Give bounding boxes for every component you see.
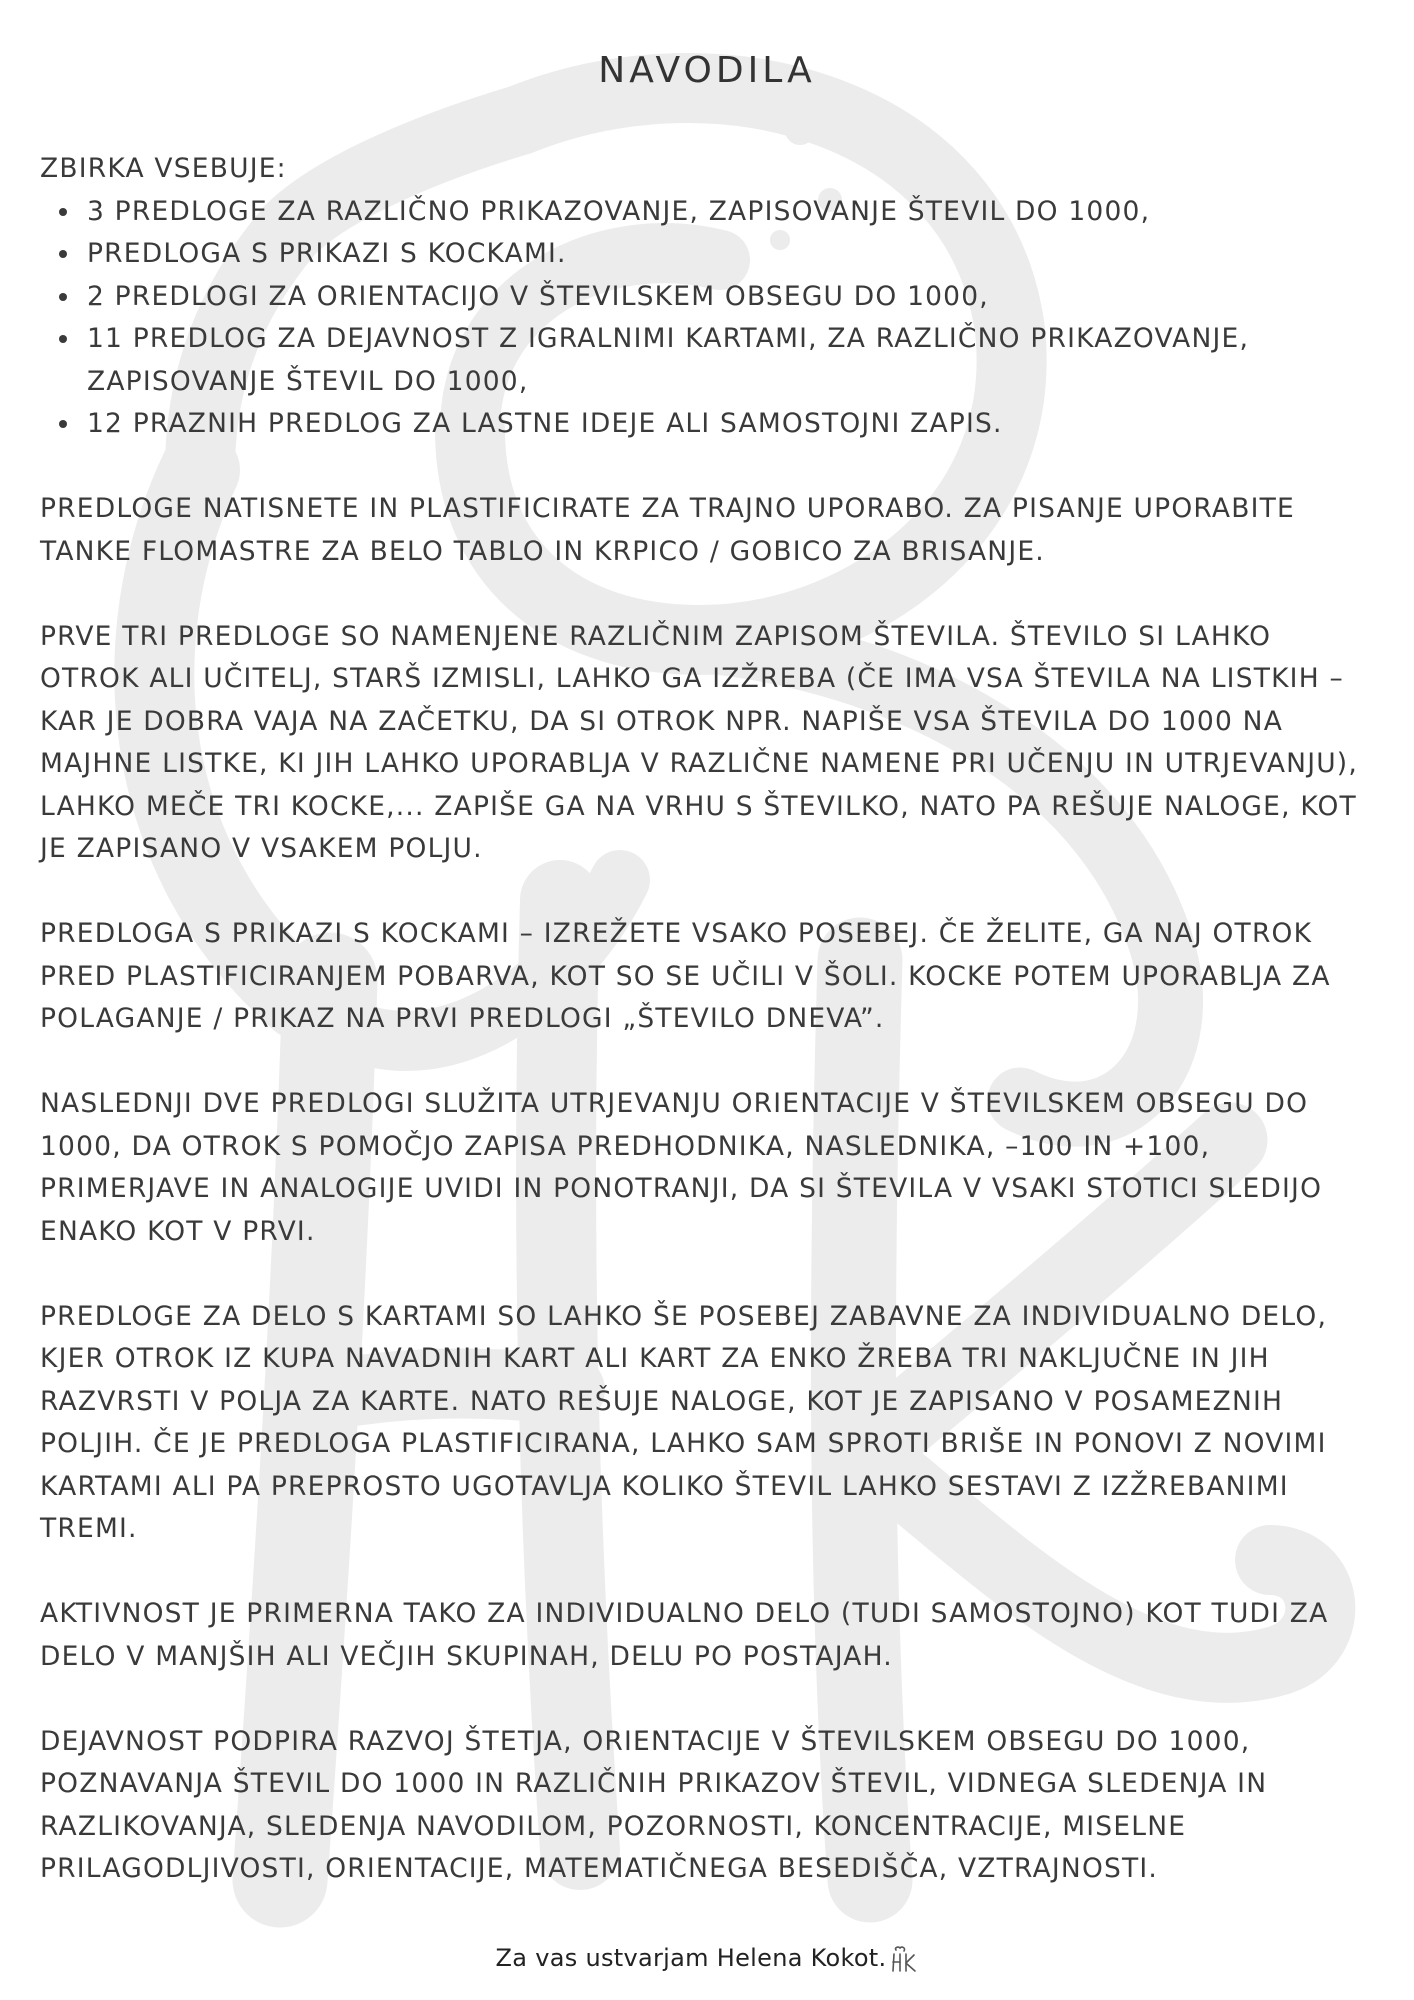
list-item <box>87 276 1380 319</box>
intro-text: ZBIRKA VSEBUJE: <box>40 153 287 184</box>
paragraph-printing: PREDLOGE NATISNETE IN PLASTIFICIRATE ZA TRAJNO UPORABO. ZA PISANJE UPORABITE TANKE FLOMASTRE ZA BELO TABLO IN KRPICO / GOBICO ZA BRISANJE. <box>40 493 1295 567</box>
contents-list <box>40 191 1380 446</box>
bullet-icon <box>59 293 67 301</box>
footer <box>0 1944 1414 1974</box>
list-item <box>87 233 1380 276</box>
paragraph-development: DEJAVNOST PODPIRA RAZVOJ ŠTETJA, ORIENTACIJE V ŠTEVILSKEM OBSEGU DO 1000, POZNAVANJA ŠTEVIL DO 1000 IN RAZLIČNIH PRIKAZOV ŠTEVIL, VIDNEGA SLEDENJA IN RAZLIKOVANJA, SLEDENJA NAVODILOM, POZORNOSTI, KONCENTRACIJE, MISELNE PRILAGODLJIVOSTI, ORIENTACIJE, MATEMATIČNEGA BESEDIŠČA, VZTRAJNOSTI. <box>40 1725 1268 1884</box>
list-item <box>87 403 1380 446</box>
bullet-icon <box>59 335 67 343</box>
bullet-icon <box>59 208 67 216</box>
list-item <box>87 318 1380 403</box>
document-body <box>40 148 1380 1891</box>
list-item-text: 11 PREDLOG ZA DEJAVNOST Z IGRALNIMI KARTAMI, ZA RAZLIČNO PRIKAZOVANJE, ZAPISOVANJE ŠTEVIL DO 1000, <box>87 323 1250 397</box>
list-item <box>87 191 1380 234</box>
list-item-text: 12 PRAZNIH PREDLOG ZA LASTNE IDEJE ALI SAMOSTOJNI ZAPIS. <box>87 408 1003 439</box>
list-item-text: 2 PREDLOGI ZA ORIENTACIJO V ŠTEVILSKEM OBSEGU DO 1000, <box>87 280 989 312</box>
paragraph-first-templates: PRVE TRI PREDLOGE SO NAMENJENE RAZLIČNIM ZAPISOM ŠTEVILA. ŠTEVILO SI LAHKO OTROK ALI UČITELJ, STARŠ IZMISLI, LAHKO GA IZŽREBA (ČE IMA VSA ŠTEVILA NA LISTKIH – KAR JE DOBRA VAJA NA ZAČETKU, DA SI OTROK NPR. NAPIŠE VSA ŠTEVILA DO 1000 NA MAJHNE LISTKE, KI JIH LAHKO UPORABLJA V RAZLIČNE NAMENE PRI UČENJU IN UTRJEVANJU), LAHKO MEČE TRI KOCKE,... ZAPIŠE GA NA VRHU S ŠTEVILKO, NATO PA REŠUJE NALOGE, KOT JE ZAPISANO V VSAKEM POLJU. <box>40 620 1358 864</box>
footer-credit: Za vas ustvarjam Helena Kokot. <box>495 1944 887 1972</box>
paragraph-cube-template: PREDLOGA S PRIKAZI S KOCKAMI – IZREŽETE VSAKO POSEBEJ. ČE ŽELITE, GA NAJ OTROK PRED PLASTIFICIRANJEM POBARVA, KOT SO SE UČILI V ŠOLI. KOCKE POTEM UPORABLJA ZA POLAGANJE / PRIKAZ NA PRVI PREDLOGI „ŠTEVILO DNEVA”. <box>40 918 1331 1034</box>
paragraph-cards: PREDLOGE ZA DELO S KARTAMI SO LAHKO ŠE POSEBEJ ZABAVNE ZA INDIVIDUALNO DELO, KJER OTROK IZ KUPA NAVADNIH KART ALI KART ZA ENKO ŽREBA TRI NAKLJUČNE IN JIH RAZVRSTI V POLJA ZA KARTE. NATO REŠUJE NALOGE, KOT JE ZAPISANO V POSAMEZNIH POLJIH. ČE JE PREDLOGA PLASTIFICIRANA, LAHKO SAM SPROTI BRIŠE IN PONOVI Z NOVIMI KARTAMI ALI PA PREPROSTO UGOTAVLJA KOLIKO ŠTEVIL LAHKO SESTAVI Z IZŽREBANIMI TREMI. <box>40 1300 1328 1544</box>
list-item-text: 3 PREDLOGE ZA RAZLIČNO PRIKAZOVANJE, ZAPISOVANJE ŠTEVIL DO 1000, <box>87 195 1151 227</box>
hk-monogram-logo-icon <box>888 1944 918 1974</box>
paragraph-orientation: NASLEDNJI DVE PREDLOGI SLUŽITA UTRJEVANJU ORIENTACIJE V ŠTEVILSKEM OBSEGU DO 1000, DA OTROK S POMOČJO ZAPISA PREDHODNIKA, NASLEDNIKA, –100 IN +100, PRIMERJAVE IN ANALOGIJE UVIDI IN PONOTRANJI, DA SI ŠTEVILA V VSAKI STOTICI SLEDIJO ENAKO KOT V PRVI. <box>40 1088 1323 1247</box>
page-title: NAVODILA <box>598 50 816 91</box>
bullet-icon <box>59 420 67 428</box>
list-item-text: PREDLOGA S PRIKAZI S KOCKAMI. <box>87 238 567 269</box>
bullet-icon <box>59 250 67 258</box>
paragraph-activity: AKTIVNOST JE PRIMERNA TAKO ZA INDIVIDUALNO DELO (TUDI SAMOSTOJNO) KOT TUDI ZA DELO V MANJŠIH ALI VEČJIH SKUPINAH, DELU PO POSTAJAH. <box>40 1598 1329 1672</box>
